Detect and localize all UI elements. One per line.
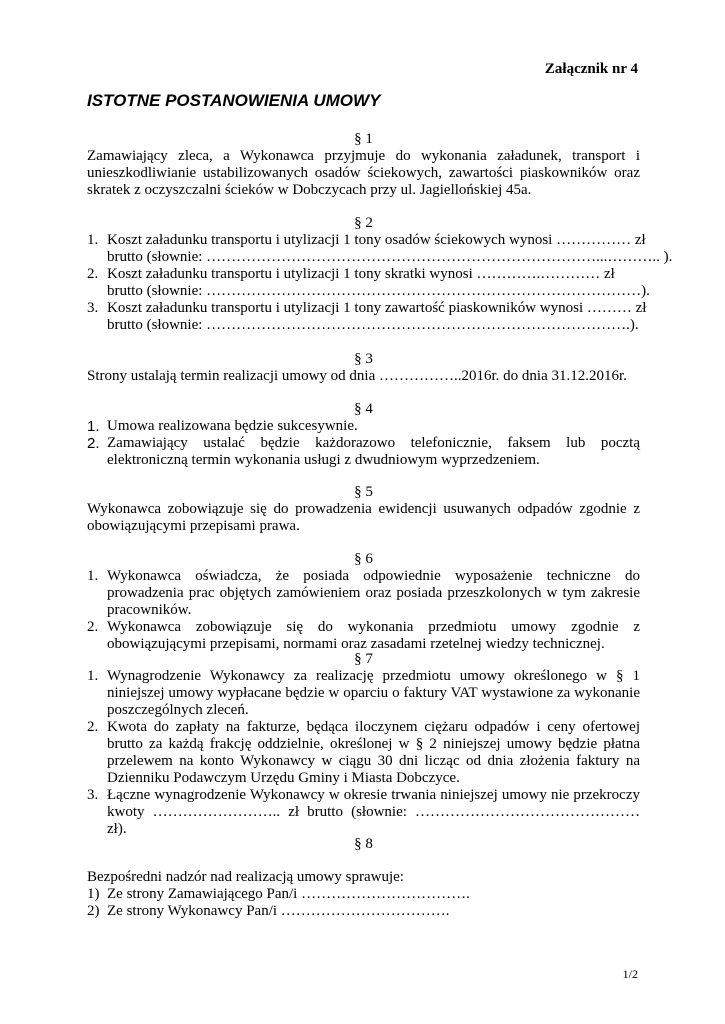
- item-text: Kwota do zapłaty na fakturze, będąca iloczynem ciężaru odpadów i ceny ofertowej brutto za każdą frakcję oddzielnie, określonej w § 2 niniejszej umowy będzie płatna przelewem na konto Wykonawcy w ciągu 30 dni licząc od dnia złożenia faktury na Dzienniku Podawczym Urzędu Gminy i Miasta Dobczyce.: [107, 719, 640, 786]
- item-text: Wykonawca oświadcza, że posiada odpowiednie wyposażenie techniczne do prowadzenia prac objętych zamówieniem oraz posiada przeszkolonych w tym zakresie pracowników.: [107, 568, 640, 618]
- item-text: Zamawiający ustalać będzie każdorazowo telefonicznie, faksem lub pocztą elektroniczną termin wykonania usługi z dwudniowym wyprzedzeniem.: [107, 435, 640, 468]
- annex-label: Załącznik nr 4: [544, 61, 638, 77]
- item-text: Wynagrodzenie Wykonawcy za realizację przedmiotu umowy określonego w § 1 niniejszej umowy wypłacane będzie w oparciu o faktury VAT wystawione za wykonanie poszczególnych zleceń.: [107, 668, 640, 718]
- section-6-heading: § 6: [354, 551, 373, 567]
- item-line-1: Koszt załadunku transportu i utylizacji 1 tony zawartość piaskowników wynosi ……… zł: [107, 300, 647, 316]
- section-8-list: [87, 886, 640, 920]
- list-item: [87, 418, 640, 435]
- section-3-heading: § 3: [354, 351, 373, 367]
- item-number: 1.: [87, 568, 99, 584]
- item-text: Umowa realizowana będzie sukcesywnie.: [107, 418, 358, 434]
- section-7-list: [87, 668, 640, 838]
- list-item: [87, 668, 640, 719]
- item-text: Łączne wynagrodzenie Wykonawcy w okresie trwania niniejszej umowy nie przekroczy kwoty …………………….. zł brutto (słownie: ……………………………………… zł).: [107, 787, 640, 837]
- section-8-intro: Bezpośredni nadzór nad realizacją umowy sprawuje:: [87, 869, 404, 885]
- item-number: 1.: [87, 418, 100, 435]
- list-item: [87, 300, 647, 334]
- item-number: 1.: [87, 232, 99, 248]
- section-4-heading: § 4: [354, 401, 373, 417]
- item-number: 1): [87, 886, 100, 902]
- item-line-1: Koszt załadunku transportu i utylizacji 1 tony osadów ściekowych wynosi …………… zł: [107, 232, 646, 248]
- item-number: 1.: [87, 668, 99, 684]
- list-item: [87, 903, 640, 920]
- section-5-text: Wykonawca zobowiązuje się do prowadzenia ewidencji usuwanych odpadów zgodnie z obowiązującymi przepisami prawa.: [87, 501, 640, 534]
- item-line-2: brutto (słownie: ………………………………………………………………………….).: [107, 317, 639, 333]
- section-4-list: [87, 418, 640, 469]
- section-8-heading: § 8: [354, 836, 373, 852]
- section-5-heading: § 5: [354, 484, 373, 500]
- item-text: Ze strony Zamawiającego Pan/i …………………………….: [107, 886, 470, 902]
- list-item: [87, 232, 673, 266]
- list-item: [87, 787, 640, 838]
- item-line-1: Koszt załadunku transportu i utylizacji 1 tony skratki wynosi ………….………… zł: [107, 266, 615, 282]
- section-6-list: [87, 568, 640, 653]
- item-number: 2.: [87, 266, 99, 282]
- section-1-text: Zamawiający zleca, a Wykonawca przyjmuje do wykonania załadunek, transport i unieszkodliwianie ustabilizowanych osadów ściekowych, zawartości piaskowników oraz skratek z oczyszczalni ścieków w Dobczycach przy ul. Jagiellońskiej 45a.: [87, 148, 640, 198]
- item-line-2: brutto (słownie: ……………………………………………………………………...……….. ).: [107, 249, 673, 265]
- item-number: 2): [87, 903, 100, 919]
- section-7-heading: § 7: [354, 651, 373, 667]
- item-number: 3.: [87, 300, 99, 316]
- section-2-list: [87, 232, 673, 334]
- page-number: 1/2: [622, 967, 638, 981]
- section-1-heading: § 1: [354, 131, 373, 147]
- item-number: 2.: [87, 435, 100, 452]
- section-3-text: Strony ustalają termin realizacji umowy od dnia ……………..2016r. do dnia 31.12.2016r.: [87, 368, 627, 384]
- list-item: [87, 435, 640, 469]
- item-number: 2.: [87, 719, 99, 735]
- list-item: [87, 266, 650, 300]
- item-text: Ze strony Wykonawcy Pan/i …………………………….: [107, 903, 450, 919]
- item-number: 2.: [87, 619, 99, 635]
- item-number: 3.: [87, 787, 99, 803]
- list-item: [87, 719, 640, 787]
- item-text: Wykonawca zobowiązuje się do wykonania przedmiotu umowy zgodnie z obowiązującymi przepisami, normami oraz zasadami rzetelnej wiedzy technicznej.: [107, 619, 640, 652]
- list-item: [87, 568, 640, 619]
- list-item: [87, 886, 640, 903]
- document-title: ISTOTNE POSTANOWIENIA UMOWY: [87, 91, 381, 110]
- list-item: [87, 619, 640, 653]
- item-line-2: brutto (słownie: ……………………………………………………………………………).: [107, 283, 650, 299]
- section-2-heading: § 2: [354, 215, 373, 231]
